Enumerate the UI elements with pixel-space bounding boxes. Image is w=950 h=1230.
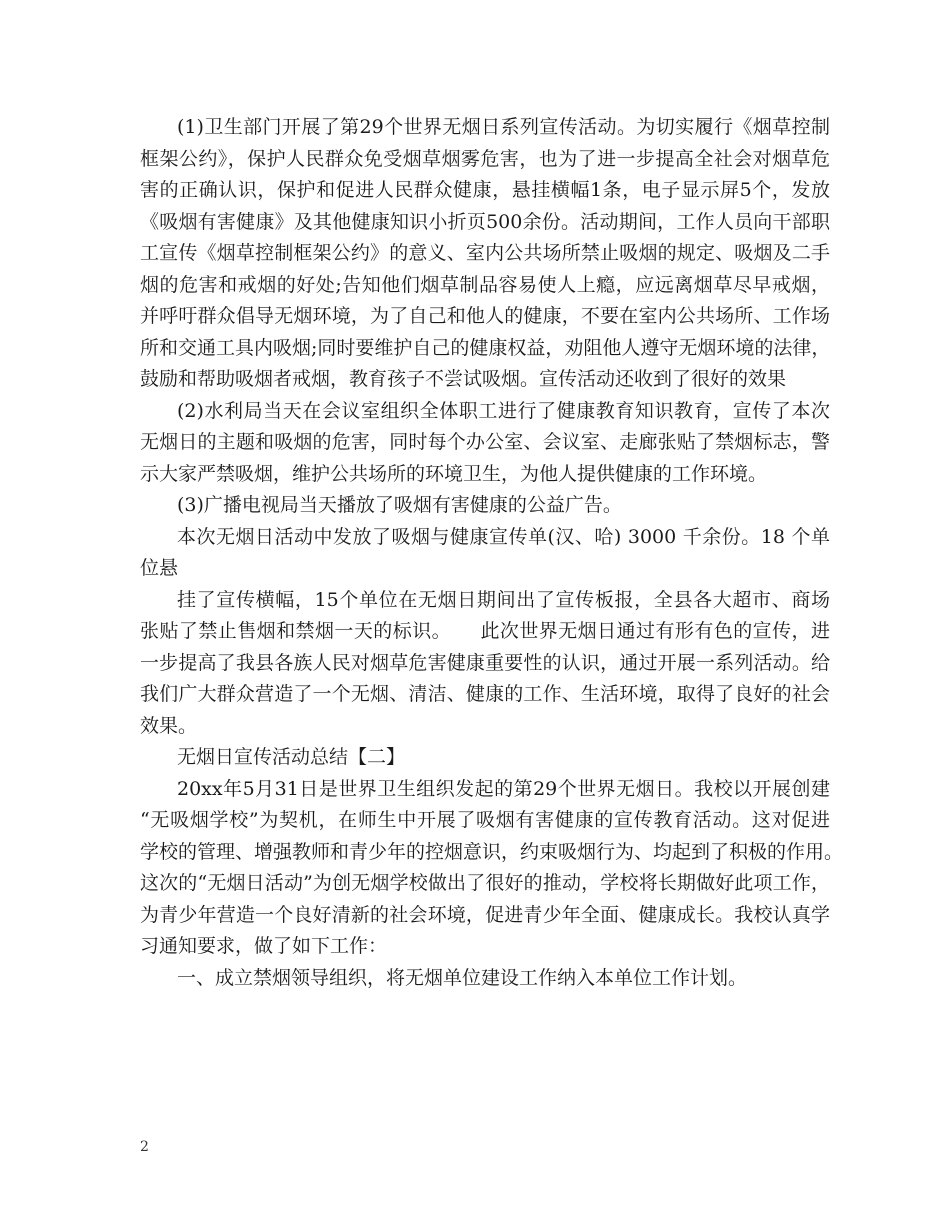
text-line: 张贴了禁止售烟和禁烟一天的标识。 此次世界无烟日通过有形有色的宣传，进 [140,620,830,642]
text-line: 这次的“无烟日活动”为创无烟学校做出了很好的推动，学校将长期做好此项工作， [140,872,830,894]
text-line: “无吸烟学校”为契机，在师生中开展了吸烟有害健康的宣传教育活动。这对促进 [140,809,830,831]
text-line: (2)水利局当天在会议室组织全体职工进行了健康教育知识教育，宣传了本次 [177,399,830,422]
text-line: 本次无烟日活动中发放了吸烟与健康宣传单(汉、哈) 3000 千余份。18 个单 [177,525,830,548]
text-line: 我们广大群众营造了一个无烟、清洁、健康的工作、生活环境，取得了良好的社会 [140,683,830,705]
text-line: 鼓励和帮助吸烟者戒烟，教育孩子不尝试吸烟。宣传活动还收到了很好的效果 [140,368,787,390]
text-line: 20xx年5月31日是世界卫生组织发起的第29个世界无烟日。我校以开展创建 [177,777,830,800]
text-line: 无烟日宣传活动总结【二】 [177,746,406,768]
text-line: 害的正确认识，保护和促进人民群众健康，悬挂横幅1条，电子显示屏5个，发放 [140,179,830,201]
text-line: 并呼吁群众倡导无烟环境，为了自己和他人的健康，不要在室内公共场所、工作场 [140,305,830,327]
text-line: (3)广播电视局当天播放了吸烟有害健康的公益广告。 [177,494,622,516]
text-line: 一步提高了我县各族人民对烟草危害健康重要性的认识，通过开展一系列活动。给 [140,651,830,674]
text-line: (1)卫生部门开展了第29个世界无烟日系列宣传活动。为切实履行《烟草控制 [177,116,830,138]
text-line: 一、成立禁烟领导组织，将无烟单位建设工作纳入本单位工作计划。 [177,966,748,989]
text-line: 效果。 [140,714,198,737]
text-line: 习通知要求，做了如下工作： [140,935,388,957]
text-line: 示大家严禁吸烟，维护公共场所的环境卫生，为他人提供健康的工作环境。 [140,462,768,485]
text-line: 无烟日的主题和吸烟的危害，同时每个办公室、会议室、走廊张贴了禁烟标志，警 [140,431,830,453]
text-line: 挂了宣传横幅，15个单位在无烟日期间出了宣传板报，全县各大超市、商场 [177,588,830,611]
text-line: 位悬 [140,557,179,579]
text-line: 为青少年营造一个良好清新的社会环境，促进青少年全面、健康成长。我校认真学 [140,903,830,926]
page-number: 2 [140,1139,149,1155]
text-line: 工宣传《烟草控制框架公约》的意义、室内公共场所禁止吸烟的规定、吸烟及二手 [140,242,830,264]
text-line: 所和交通工具内吸烟;同时要维护自己的健康权益，劝阻他人遵守无烟环境的法律， [140,336,831,359]
text-line: 《吸烟有害健康》及其他健康知识小折页500余份。活动期间，工作人员向干部职 [140,210,830,233]
text-line: 学校的管理、增强教师和青少年的控烟意识，约束吸烟行为、均起到了积极的作用。 [140,840,844,863]
text-line: 框架公约》，保护人民群众免受烟草烟雾危害，也为了进一步提高全社会对烟草危 [140,147,830,170]
document-body [140,112,844,994]
text-line: 烟的危害和戒烟的好处;告知他们烟草制品容易使人上瘾，应远离烟草尽早戒烟， [140,273,830,296]
